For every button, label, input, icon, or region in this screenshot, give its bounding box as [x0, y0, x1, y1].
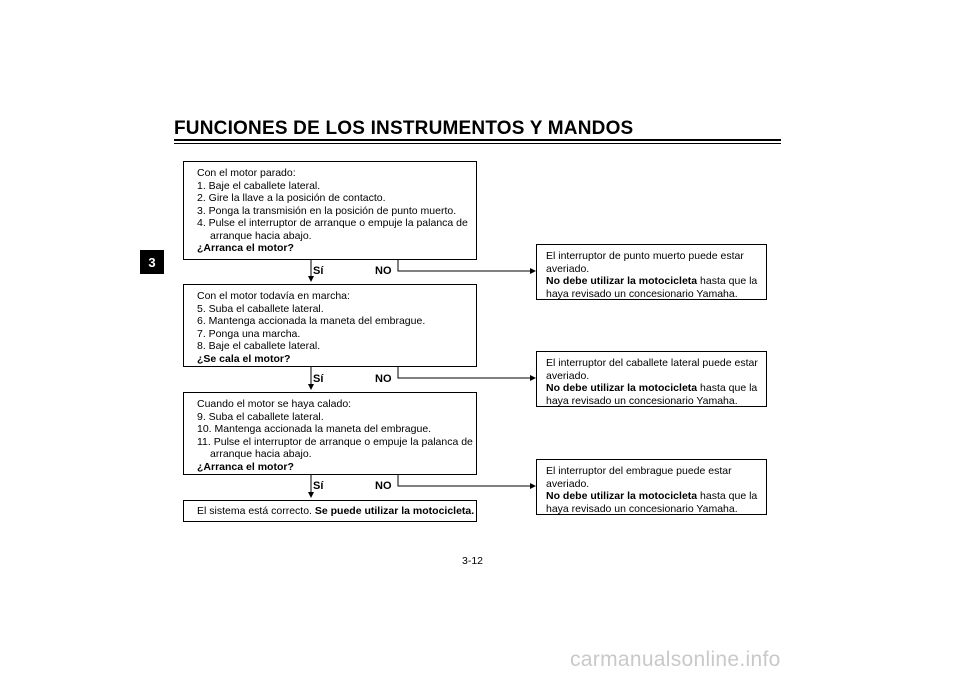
- no-connector-3: [398, 475, 535, 486]
- fault2-line2: averiado.: [546, 369, 590, 382]
- yes-label-3: Sí: [313, 480, 324, 492]
- fault3-line4: haya revisado un concesionario Yamaha.: [546, 502, 738, 515]
- watermark: carmanualsonline.info: [570, 648, 781, 671]
- fault2-line1: El interruptor del caballete lateral puede estar: [546, 357, 758, 369]
- fault1-line2: averiado.: [546, 262, 590, 275]
- step2-line: 5. Suba el caballete lateral.: [197, 302, 324, 315]
- step3-line: 10. Mantenga accionada la maneta del embrague.: [197, 423, 432, 435]
- result-bold: Se puede utilizar la motocicleta.: [314, 505, 475, 517]
- page-title: FUNCIONES DE LOS INSTRUMENTOS Y MANDOS: [174, 118, 634, 139]
- yes-label-1: Sí: [313, 265, 324, 277]
- step3-question: ¿Arranca el motor?: [197, 460, 294, 473]
- step3-line: 11. Pulse el interruptor de arranque o empuje la palanca de: [197, 435, 473, 448]
- no-connector-1: [398, 260, 535, 271]
- yes-label-2: Sí: [313, 373, 324, 385]
- fault1-warning: No debe utilizar la motocicleta: [546, 275, 698, 287]
- fault3-warning: No debe utilizar la motocicleta: [546, 490, 698, 502]
- step1-line: 4. Pulse el interruptor de arranque o empuje la palanca de: [197, 217, 468, 229]
- fault2-box: [536, 351, 767, 407]
- fault1-line1: El interruptor de punto muerto puede estar: [546, 250, 744, 262]
- fault1-rest: hasta que la: [697, 275, 758, 287]
- step1-line: 3. Ponga la transmisión en la posición de punto muerto.: [197, 204, 457, 217]
- step2-box: [183, 284, 477, 367]
- step1-question: ¿Arranca el motor?: [197, 242, 294, 254]
- fault2-warning: No debe utilizar la motocicleta: [546, 382, 698, 394]
- chapter-tab: 3: [140, 250, 164, 274]
- fault3-line1: El interruptor del embrague puede estar: [546, 465, 732, 477]
- step3-line: Cuando el motor se haya calado:: [197, 398, 352, 410]
- step3-box: [183, 392, 477, 475]
- step1-line: arranque hacia abajo.: [210, 229, 312, 242]
- step2-line: 6. Mantenga accionada la maneta del embrague.: [197, 315, 426, 327]
- no-label-3: NO: [375, 480, 392, 492]
- fault3-line2: averiado.: [546, 477, 590, 490]
- fault3-box: [536, 459, 767, 515]
- step3-line: 9. Suba el caballete lateral.: [197, 410, 324, 423]
- step1-box: [183, 161, 477, 260]
- step2-question: ¿Se cala el motor?: [197, 352, 291, 365]
- step1-line: 1. Baje el caballete lateral.: [197, 179, 321, 192]
- step2-line: 7. Ponga una marcha.: [197, 327, 301, 340]
- step3-line: arranque hacia abajo.: [210, 448, 312, 460]
- fault1-box: [536, 244, 767, 300]
- result-box: [183, 500, 477, 522]
- no-label-1: NO: [375, 265, 392, 277]
- fault1-line4: haya revisado un concesionario Yamaha.: [546, 287, 738, 300]
- step2-line: Con el motor todavía en marcha:: [197, 290, 350, 302]
- no-label-2: NO: [375, 373, 392, 385]
- step1-line: Con el motor parado:: [197, 167, 296, 179]
- step1-line: 2. Gire la llave a la posición de contacto.: [197, 192, 386, 204]
- step2-line: 8. Baje el caballete lateral.: [197, 340, 321, 352]
- page-number: 3-12: [462, 555, 484, 567]
- fault2-rest: hasta que la: [697, 382, 758, 394]
- fault2-line4: haya revisado un concesionario Yamaha.: [546, 394, 738, 407]
- no-connector-2: [398, 367, 535, 378]
- fault3-rest: hasta que la: [697, 490, 758, 502]
- result-text: El sistema está correcto.: [197, 505, 315, 517]
